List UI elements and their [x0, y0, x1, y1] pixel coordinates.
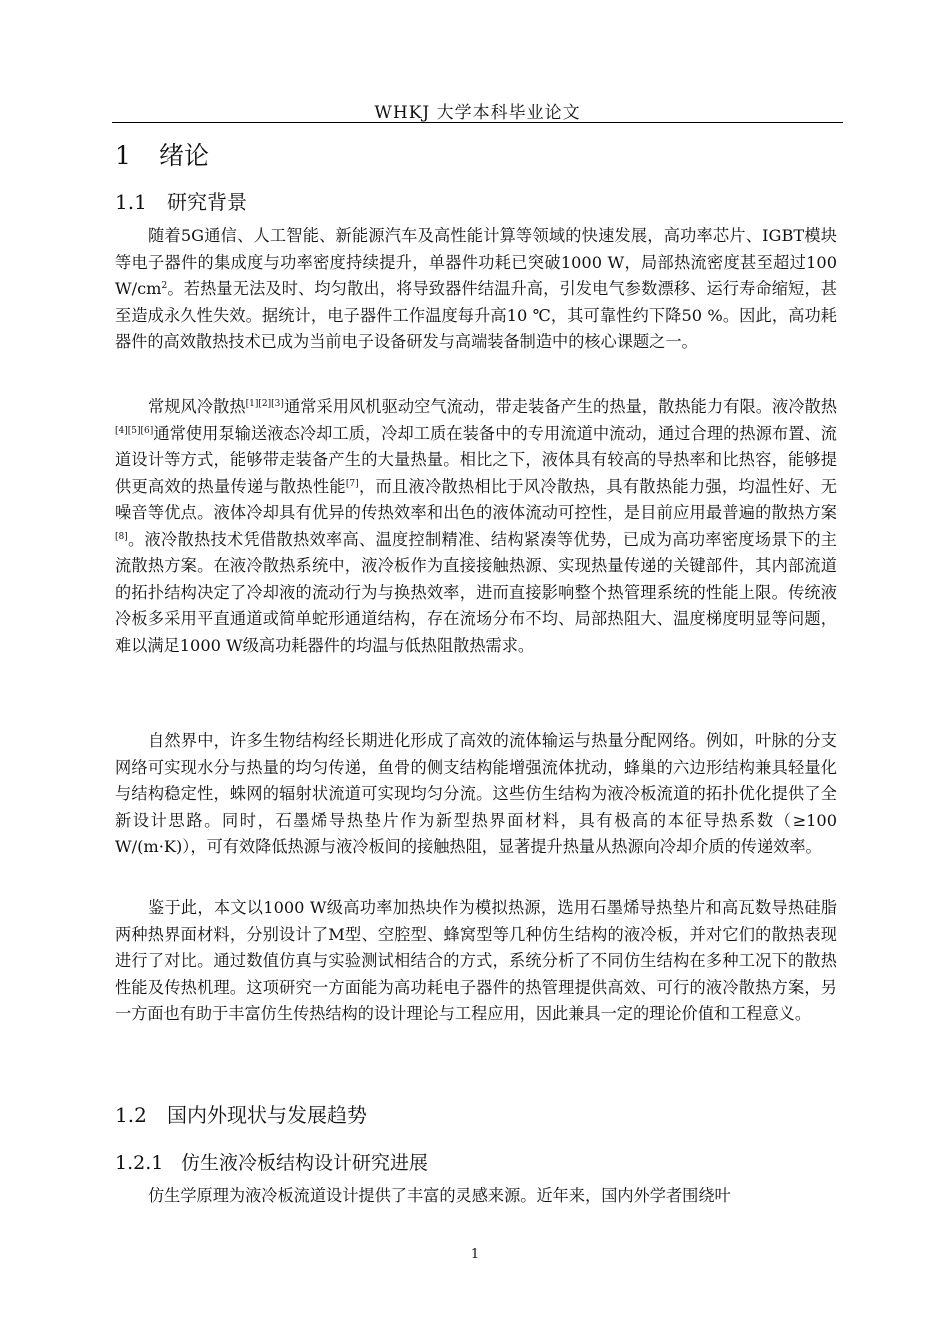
citation: [8] — [115, 531, 128, 542]
section-heading-1-1 — [115, 186, 247, 215]
citation: [7] — [345, 478, 359, 489]
page-number: 1 — [470, 1247, 480, 1262]
section-heading-1-2 — [115, 1099, 367, 1128]
chapter-heading — [115, 136, 209, 172]
paragraph-progress-1: 仿生学原理为液冷板流道设计提供了丰富的灵感来源。近年来，国内外学者围绕叶 — [148, 1186, 731, 1205]
citation: [1][2][3] — [245, 399, 284, 409]
section-title: 研究背景 — [167, 190, 247, 214]
subsection-title: 仿生液冷板结构设计研究进展 — [181, 1152, 429, 1174]
paragraph-background-2: 常规风冷散热[1][2][3]通常采用风机驱动空气流动，带走装备产生的热量，散热能力有限。液冷散热[4][5][6]通常使用泵输送液态冷却工质，冷却工质在装备中的专用流道中流动，通过合理的热源布置、流道设计等方式，能够带走装备产生的大量热量。相比之下，液体具有较高的导热率和比热容，能够提供更高效的热量传递与散热性能[7]，而且液冷散热相比于风冷散热，具有散热能力强，均温性好、无噪音等优点。液体冷却具有优异的传热效率和出色的液体流动可控性，是目前应用最普遍的散热方案[8]。液冷散热技术凭借散热效率高、温度控制精准、结构紧凑等优势，已成为高功率密度场景下的主流散热方案。在液冷散热系统中，液冷板作为直接接触热源、实现热量传递的关键部件，其内部流道的拓扑结构决定了冷却液的流动行为与换热效率，进而直接影响整个热管理系统的性能上限。传统液冷板多采用平直通道或简单蛇形通道结构，存在流场分布不均、局部热阻大、温度梯度明显等问题，难以满足1000 W级高功耗器件的均温与低热阻散热需求。 — [115, 397, 838, 655]
citation: [4][5][6] — [115, 425, 154, 436]
section-number: 1.1 — [115, 190, 147, 214]
section-title: 国内外现状与发展趋势 — [167, 1103, 367, 1127]
paragraph-background-1: 随着5G通信、人工智能、新能源汽车及高性能计算等领域的快速发展，高功率芯片、IGBT模块等电子器件的集成度与功率密度持续提升，单器件功耗已突破1000 W，局部热流密度甚至超过100 $W/cm^2$。若热量无法及时、均匀散出，将导致器件结温升高，引发电气参数漂移、运行寿命缩短，甚至造成永久性失效。据统计，电子器件工作温度每升高10 ℃，其可靠性约下降50 %。因此，高功耗器件的高效散热技术已成为当前电子设备研发与高端装备制造中的核心课题之一。 — [115, 226, 837, 351]
header-rule — [112, 122, 843, 123]
section-number: 1.2 — [115, 1103, 147, 1127]
page-header: WHKJ 大学本科毕业论文 — [374, 103, 581, 123]
subsection-number: 1.2.1 — [115, 1152, 164, 1174]
subsection-heading-1-2-1 — [115, 1148, 428, 1175]
chapter-number: 1 — [115, 141, 131, 170]
paragraph-background-3: 自然界中，许多生物结构经长期进化形成了高效的流体输运与热量分配网络。例如，叶脉的分支网络可实现水分与热量的均匀传递，鱼骨的侧支结构能增强流体扰动，蜂巢的六边形结构兼具轻量化与结构稳定性，蛛网的辐射状流道可实现均匀分流。这些仿生结构为液冷板流道的拓扑优化提供了全新设计思路。同时，石墨烯导热垫片作为新型热界面材料，具有极高的本征导热系数（≥100 W/(m·K)），可有效降低热源与液冷板间的接触热阻，显著提升热量从热源向冷却介质的传递效率。 — [115, 731, 837, 856]
chapter-title: 绪论 — [159, 141, 210, 170]
paragraph-background-4: 鉴于此，本文以1000 W级高功率加热块作为模拟热源，选用石墨烯导热垫片和高瓦数导热硅脂两种热界面材料，分别设计了M型、空腔型、蜂窝型等几种仿生结构的液冷板，并对它们的散热表现进行了对比。通过数值仿真与实验测试相结合的方式，系统分析了不同仿生结构在多种工况下的散热性能及传热机理。这项研究一方面能为高功耗电子器件的热管理提供高效、可行的液冷散热方案，另一方面也有助于丰富仿生传热结构的设计理论与工程应用，因此兼具一定的理论价值和工程意义。 — [115, 898, 837, 1023]
superscript: 2 — [161, 281, 168, 291]
